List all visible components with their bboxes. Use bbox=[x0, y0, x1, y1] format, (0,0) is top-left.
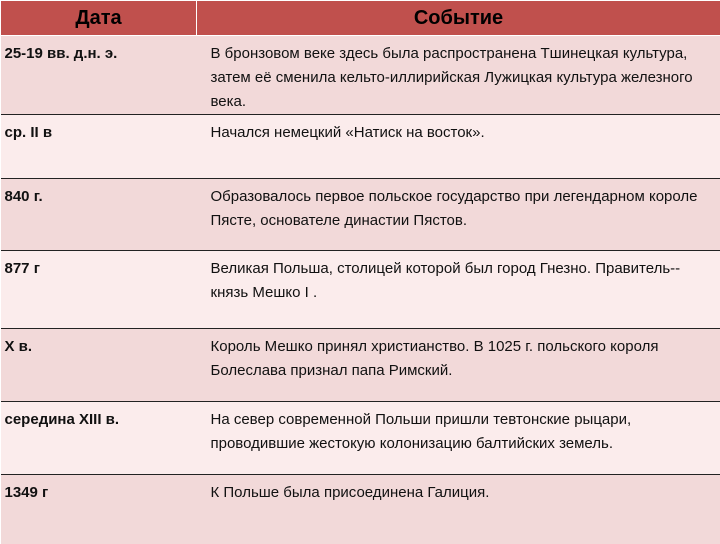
table-row bbox=[1, 115, 720, 179]
row-event: В бронзовом веке здесь была распространена Тшинецкая культура, затем её сменила кельто-иллирийская Лужицкая культура железного века. bbox=[197, 36, 720, 115]
row-event: К Польше была присоединена Галиция. bbox=[197, 475, 720, 544]
row-event: На север современной Польши пришли тевтонские рыцари, проводившие жестокую колонизацию балтийских земель. bbox=[197, 402, 720, 475]
column-header-date: Дата bbox=[1, 1, 197, 36]
row-event: Великая Польша, столицей которой был город Гнезно. Правитель-- князь Мешко I . bbox=[197, 251, 720, 329]
row-event: Король Мешко принял христианство. В 1025 г. польского короля Болеслава признал папа Римский. bbox=[197, 329, 720, 402]
table-row bbox=[1, 475, 720, 544]
row-date: X в. bbox=[1, 329, 197, 402]
row-event: Начался немецкий «Натиск на восток». bbox=[197, 115, 720, 179]
table-row bbox=[1, 251, 720, 329]
table-header-row bbox=[1, 1, 720, 36]
row-date: ср. II в bbox=[1, 115, 197, 179]
row-date: 1349 г bbox=[1, 475, 197, 544]
table-row bbox=[1, 402, 720, 475]
column-header-event: Событие bbox=[197, 1, 720, 36]
row-date: 25-19 вв. д.н. э. bbox=[1, 36, 197, 115]
row-date: середина XIII в. bbox=[1, 402, 197, 475]
row-date: 840 г. bbox=[1, 179, 197, 251]
row-event: Образовалось первое польское государство при легендарном короле Пясте, основателе династии Пястов. bbox=[197, 179, 720, 251]
table-row bbox=[1, 179, 720, 251]
row-date: 877 г bbox=[1, 251, 197, 329]
table-row bbox=[1, 36, 720, 115]
table-row bbox=[1, 329, 720, 402]
